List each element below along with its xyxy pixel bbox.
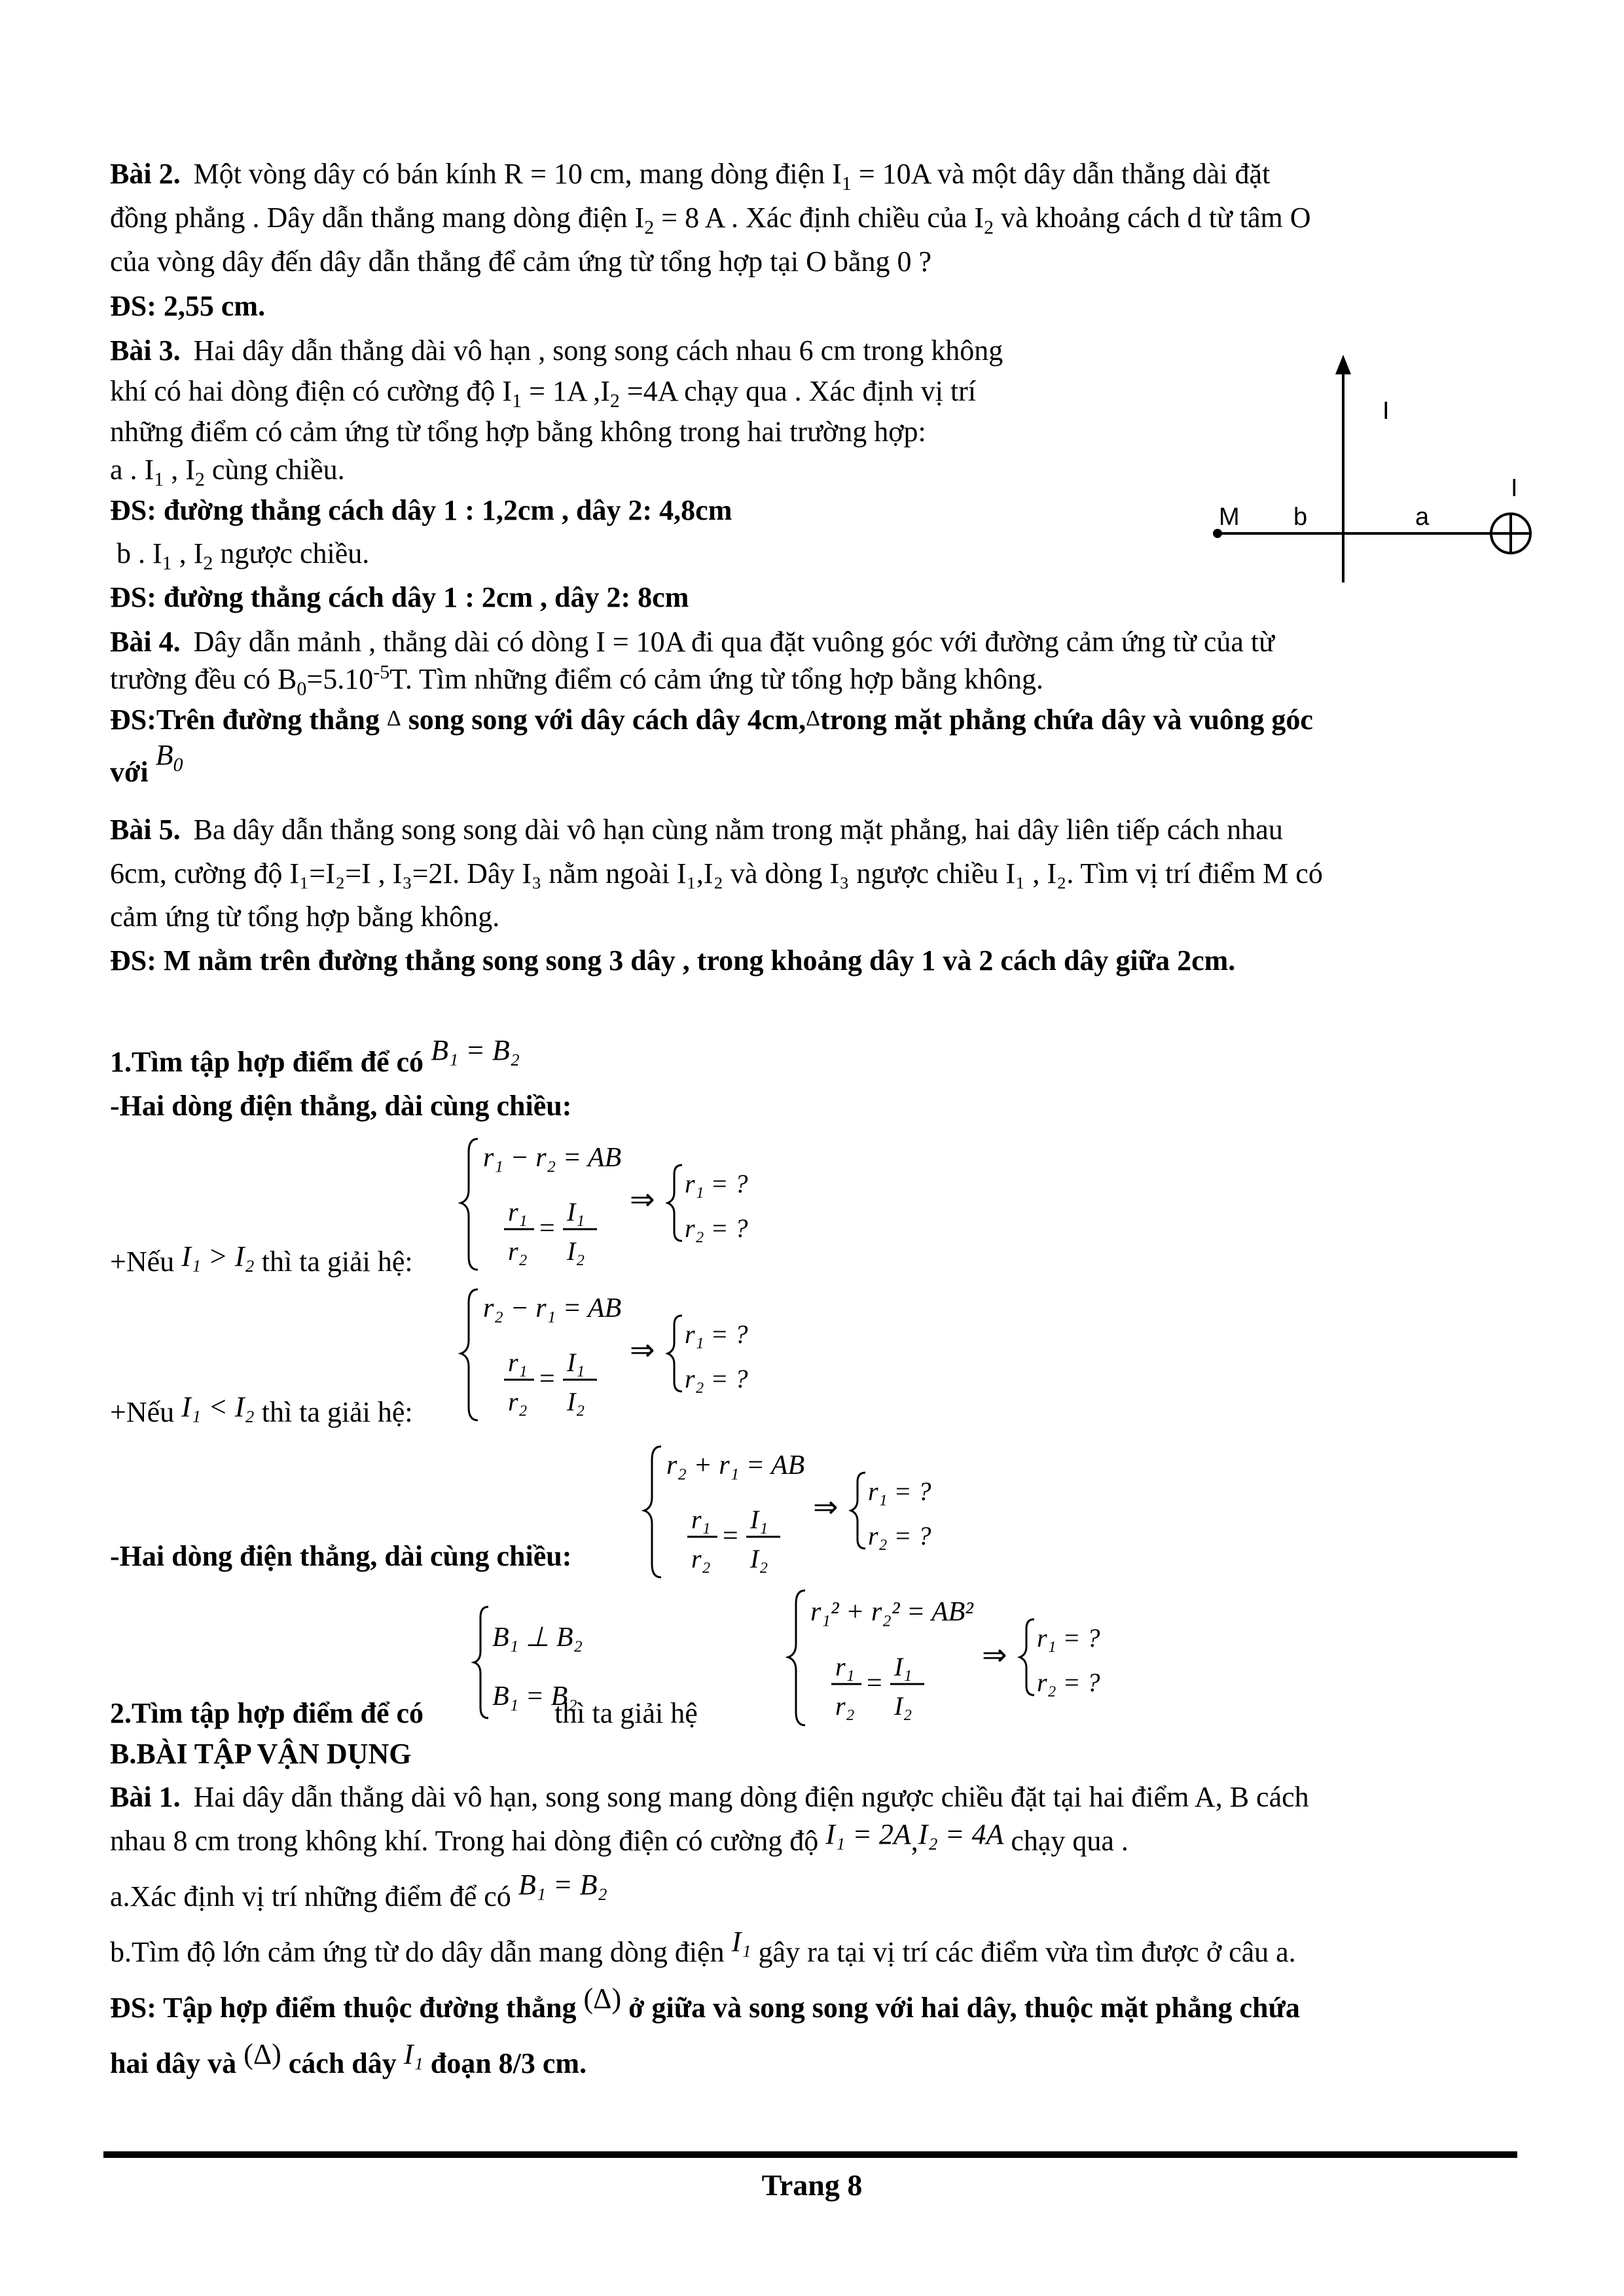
svg-text:=: =	[539, 1364, 555, 1394]
svg-text:I₂: I₂	[567, 1387, 585, 1416]
svg-text:B₁ ⊥ B₂: B₁ ⊥ B₂	[492, 1623, 583, 1653]
b-bai1-line3: a.Xác định vị trí những điểm để có B₁ = B₂	[110, 1869, 607, 1912]
figure-label-i-right: I	[1511, 475, 1518, 502]
bai5-line3: cảm ứng từ tổng hợp bằng không.	[110, 901, 500, 933]
svg-text:r₁ = ?: r₁ = ?	[868, 1477, 931, 1506]
bai2-answer: ĐS: 2,55 cm.	[110, 290, 266, 322]
svg-text:r₁: r₁	[691, 1505, 711, 1534]
bai3-answer-a: ĐS: đường thẳng cách dây 1 : 1,2cm , dây 2: 4,8cm	[110, 494, 732, 526]
svg-text:B₁ = B₂: B₁ = B₂	[492, 1681, 577, 1712]
svg-text:I₁: I₁	[894, 1652, 912, 1681]
svg-text:I₁: I₁	[567, 1197, 585, 1227]
svg-text:r₁² + r₂² = AB²: r₁² + r₂² = AB²	[810, 1597, 973, 1627]
b-bai1-line2: nhau 8 cm trong không khí. Trong hai dòng điện có cường độ I₁ = 2A,I₂ = 4A chạy qua .	[110, 1818, 1128, 1857]
svg-text:r₁ = ?: r₁ = ?	[1037, 1623, 1100, 1653]
svg-text:r₁: r₁	[508, 1348, 528, 1377]
theory-s1-title: 1.Tìm tập hợp điểm để có B₁ = B₂	[110, 1034, 520, 1078]
system-sum	[641, 1440, 1008, 1584]
figure-label-i-top: I	[1382, 397, 1390, 425]
bai4-answer: ĐS:Trên đường thẳng Δ song song với dây cách dây 4cm,Δtrong mặt phẳng chứa dây và vuông góc	[110, 704, 1313, 736]
bai2-line2: đồng phẳng . Dây dẫn thẳng mang dòng điện $I_2 = 8$ A . Xác định chiều của $I_2$ và khoảng cách d từ tâm O	[110, 202, 1311, 238]
wire-figure	[1204, 353, 1545, 592]
vector-b0: $B_0$	[155, 739, 183, 776]
bai3-case-a: a . $I_1$ , $I_2$ cùng chiều.	[110, 454, 345, 490]
figure-label-m: M	[1219, 503, 1240, 531]
bai4-line2: trường đều có $B_0=5.10^{-5}T$. Tìm những điểm có cảm ứng từ tổng hợp bằng không.	[110, 661, 1043, 700]
svg-text:r₁: r₁	[508, 1197, 528, 1227]
theory-s2-title: 2.Tìm tập hợp điểm để có thì ta giải hệ	[110, 1697, 698, 1729]
svg-text:⇒: ⇒	[630, 1183, 655, 1216]
system-gt	[458, 1132, 825, 1276]
b-bai1-line1: Bài 1. Hai dây dẫn thẳng dài vô hạn, song song mang dòng điện ngược chiều đặt tại hai điểm A, B cách	[110, 1781, 1309, 1813]
bai4-line1: Bài 4. Dây dẫn mảnh , thẳng dài có dòng I = 10A đi qua đặt vuông góc với đường cảm ứng từ của từ	[110, 626, 1274, 658]
svg-text:I₁: I₁	[567, 1348, 585, 1377]
svg-text:r₁ = ?: r₁ = ?	[685, 1169, 748, 1198]
svg-text:I₂: I₂	[567, 1236, 585, 1266]
svg-text:r₂: r₂	[508, 1387, 528, 1416]
svg-text:r₂ = ?: r₂ = ?	[1037, 1668, 1100, 1697]
figure-label-b: b	[1293, 503, 1308, 531]
footer-rule	[103, 2151, 1517, 2158]
b-bai1-answer2: hai dây và (Δ) cách dây I₁ đoạn 8/3 cm.	[110, 2038, 587, 2079]
svg-text:⇒: ⇒	[630, 1333, 655, 1367]
svg-text:r₁: r₁	[835, 1652, 855, 1681]
bai4-answer-tail: với $B_0$	[110, 739, 183, 788]
system-lt	[458, 1283, 825, 1427]
b-bai1-line4: b.Tìm độ lớn cảm ứng từ do dây dẫn mang dòng điện I₁ gây ra tại vị trí các điểm vừa tìm được ở câu a.	[110, 1926, 1296, 1968]
theory-same-dir-2: -Hai dòng điện thẳng, dài cùng chiều:	[110, 1540, 572, 1572]
section-b-title: B.BÀI TẬP VẬN DỤNG	[110, 1738, 412, 1770]
system-square	[785, 1584, 1152, 1734]
bai5-line1: Bài 5. Ba dây dẫn thẳng song song dài vô hạn cùng nằm trong mặt phẳng, hai dây liên tiếp cách nhau	[110, 814, 1283, 846]
b-bai1-answer1: ĐS: Tập hợp điểm thuộc đường thẳng (Δ) ở giữa và song song với hai dây, thuộc mặt phẳng chứa	[110, 1982, 1300, 2024]
svg-text:r₂: r₂	[508, 1236, 528, 1266]
bai3-answer-b: ĐS: đường thẳng cách dây 1 : 2cm , dây 2: 8cm	[110, 581, 689, 613]
svg-text:=: =	[539, 1213, 555, 1244]
svg-text:=: =	[867, 1668, 882, 1698]
bai5-answer: ĐS: M nằm trên đường thẳng song song 3 dây , trong khoảng dây 1 và 2 cách dây giữa 2cm.	[110, 944, 1236, 977]
bai2-line3: của vòng dây đến dây dẫn thẳng để cảm ứng từ tổng hợp tại O bằng 0 ?	[110, 245, 931, 278]
theory-if-gt: +Nếu I₁ > I₂ thì ta giải hệ:	[110, 1240, 413, 1278]
svg-text:=: =	[723, 1521, 738, 1551]
bai3-line1: Bài 3. Hai dây dẫn thẳng dài vô hạn , song song cách nhau 6 cm trong không	[110, 334, 1003, 367]
svg-text:I₂: I₂	[750, 1544, 768, 1573]
svg-text:r₂ + r₁ = AB: r₂ + r₁ = AB	[666, 1450, 805, 1480]
svg-text:⇒: ⇒	[982, 1638, 1007, 1672]
bai3-case-b: b . $I_1$ , $I_2$ ngược chiều.	[117, 537, 370, 574]
bai5-line2: 6cm, cường độ I₁=I₂=I , I₃=2I. Dây I₃ nằm ngoài I₁,I₂ và dòng I₃ ngược chiều I₁ , I₂. Tìm vị trí điểm M có	[110, 857, 1323, 889]
bai2-line1: Bài 2. Một vòng dây có bán kính R = 10 cm, mang dòng điện $I_1 = 10A$ và một dây dẫn thẳng dài đặt	[110, 158, 1271, 194]
svg-text:I₂: I₂	[894, 1691, 912, 1721]
figure-label-a: a	[1415, 503, 1430, 531]
bai3-line2: khí có hai dòng điện có cường độ $I_1 = 1A$ $,I_2 =4A$ chạy qua . Xác định vị trí	[110, 375, 977, 412]
theory-if-lt: +Nếu I₁ < I₂ thì ta giải hệ:	[110, 1391, 413, 1428]
svg-text:r₂ − r₁ = AB: r₂ − r₁ = AB	[483, 1293, 622, 1323]
svg-text:r₁ = ?: r₁ = ?	[685, 1319, 748, 1349]
theory-same-dir: -Hai dòng điện thẳng, dài cùng chiều:	[110, 1090, 572, 1122]
svg-text:⇒: ⇒	[813, 1490, 839, 1524]
svg-text:r₂ = ?: r₂ = ?	[868, 1521, 931, 1551]
svg-text:I₁: I₁	[750, 1505, 768, 1534]
svg-text:r₂ = ?: r₂ = ?	[685, 1364, 748, 1393]
svg-text:r₂: r₂	[835, 1691, 855, 1721]
svg-text:r₁ − r₂ = AB: r₁ − r₂ = AB	[483, 1143, 622, 1173]
svg-text:r₂: r₂	[691, 1544, 711, 1573]
bai3-line3: những điểm có cảm ứng từ tổng hợp bằng không trong hai trường hợp:	[110, 416, 926, 448]
svg-text:r₂ = ?: r₂ = ?	[685, 1213, 748, 1243]
page-number: Trang 8	[761, 2168, 863, 2202]
